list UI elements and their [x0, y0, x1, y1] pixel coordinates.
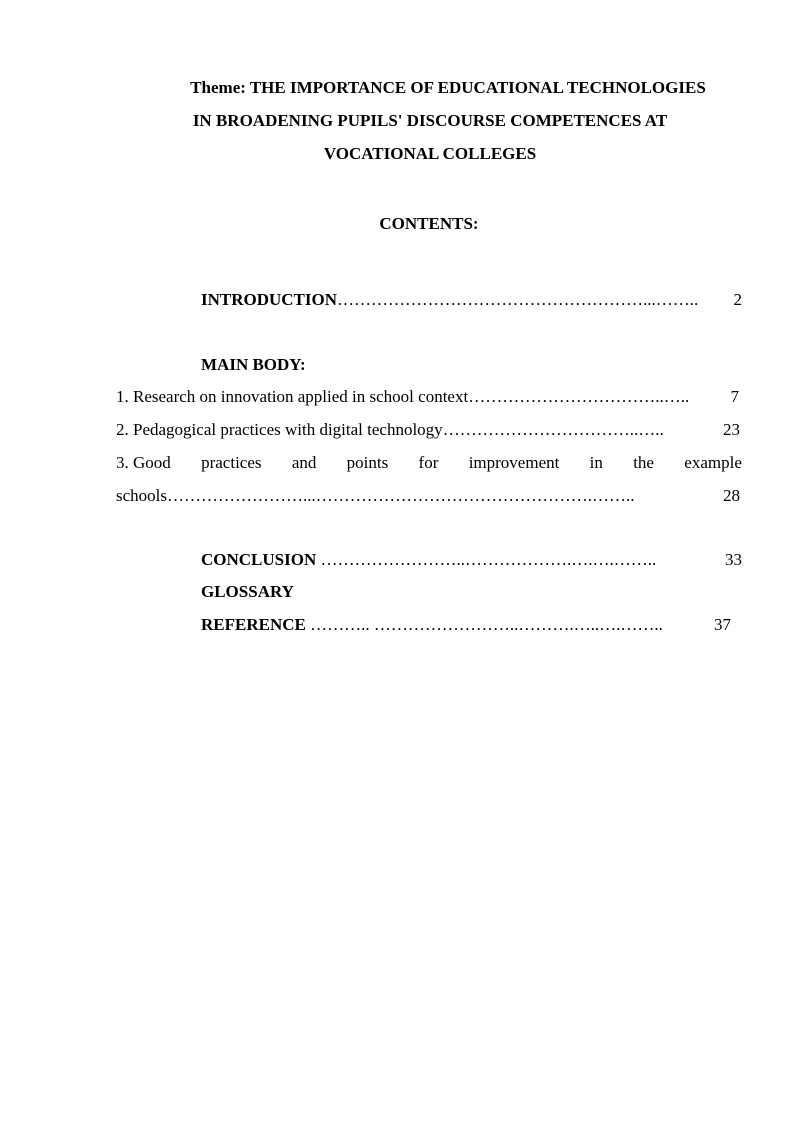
toc-entry-label: 1. Research on innovation applied in school context: [116, 387, 469, 406]
toc-dot-leader: ……………………..……………….….….……..: [320, 550, 657, 569]
toc-page-number: 23: [723, 420, 740, 439]
main-body-heading: MAIN BODY:: [201, 355, 306, 374]
title-line-3: VOCATIONAL COLLEGES: [323, 144, 537, 163]
toc-entry-reference: [201, 615, 731, 635]
toc-entry-label: schools: [116, 486, 167, 505]
contents-heading: CONTENTS:: [379, 214, 479, 233]
toc-page-number: 33: [725, 550, 742, 569]
title-line-1: Theme: THE IMPORTANCE OF EDUCATIONAL TECHNOLOGIES: [190, 78, 706, 97]
toc-page-number: 28: [723, 486, 740, 505]
toc-entry-pedagogical-practices: [116, 420, 740, 440]
toc-page-number: 7: [730, 387, 739, 406]
toc-word: 3. Good: [116, 453, 171, 472]
title-line-2: IN BROADENING PUPILS' DISCOURSE COMPETENCES AT: [192, 111, 668, 130]
toc-word: and: [291, 453, 317, 472]
toc-entry-label: REFERENCE: [201, 615, 311, 634]
toc-word: example: [684, 453, 742, 472]
toc-entry-glossary: GLOSSARY: [201, 582, 294, 601]
toc-entry-label: INTRODUCTION: [201, 290, 338, 309]
toc-entry-good-practices-line-2: [116, 486, 740, 506]
toc-entry-good-practices-line-1: [116, 453, 742, 473]
toc-dot-leader: ……….. ……………………..……….…..….……..: [310, 615, 663, 634]
toc-entry-conclusion: [201, 550, 742, 570]
toc-entry-label: 2. Pedagogical practices with digital technology: [116, 420, 443, 439]
toc-word: for: [418, 453, 439, 472]
toc-entry-label: CONCLUSION: [201, 550, 321, 569]
toc-word: improvement: [468, 453, 560, 472]
toc-entry-introduction: [201, 290, 742, 310]
toc-word: points: [346, 453, 389, 472]
toc-word: in: [589, 453, 603, 472]
toc-page-number: 2: [733, 290, 742, 309]
toc-dot-leader: ………………………………………………...……..: [337, 290, 699, 309]
toc-word: the: [633, 453, 654, 472]
toc-page-number: 37: [714, 615, 731, 634]
toc-dot-leader: ……………………………..…..: [442, 420, 664, 439]
toc-dot-leader: ……………………………..…..: [468, 387, 690, 406]
toc-word: practices: [201, 453, 262, 472]
toc-dot-leader: ……………………...………………………………………….……..: [167, 486, 635, 505]
toc-entry-research: [116, 387, 739, 407]
